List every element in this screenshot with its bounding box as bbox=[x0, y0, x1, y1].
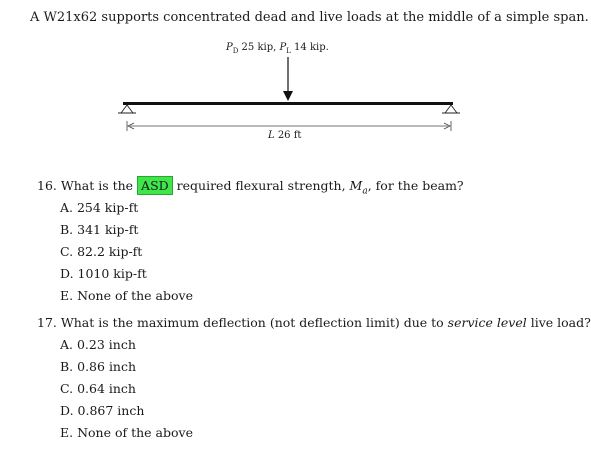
live-load-subscript: L bbox=[286, 47, 291, 55]
question-17-text-before: What is the maximum deflection (not deflection limit) due to bbox=[56, 315, 448, 330]
q17-option-d[interactable]: D. 0.867 inch bbox=[60, 403, 145, 418]
question-16-text-end: , for the beam? bbox=[367, 178, 464, 193]
question-16-number: 16. bbox=[37, 178, 57, 193]
span-value: 26 ft bbox=[274, 130, 302, 141]
q17-option-e[interactable]: E. None of the above bbox=[60, 425, 193, 440]
left-support bbox=[121, 105, 133, 113]
question-17-number: 17. bbox=[37, 315, 57, 330]
q16-option-c[interactable]: C. 82.2 kip-ft bbox=[60, 244, 143, 259]
dead-load-symbol: P bbox=[226, 42, 233, 53]
highlighted-term: ASD bbox=[137, 176, 173, 195]
moment-subscript: a bbox=[362, 186, 368, 197]
live-load-symbol: P bbox=[279, 42, 287, 53]
q17-option-c[interactable]: C. 0.64 inch bbox=[60, 381, 136, 396]
q16-option-e[interactable]: E. None of the above bbox=[60, 288, 193, 303]
dead-load-subscript: D bbox=[232, 47, 239, 55]
right-support bbox=[445, 105, 457, 113]
q17-option-a[interactable]: A. 0.23 inch bbox=[60, 337, 136, 352]
problem-statement: A W21x62 supports concentrated dead and live loads at the middle of a simple span. bbox=[30, 10, 589, 25]
q16-option-d[interactable]: D. 1010 kip-ft bbox=[60, 266, 147, 281]
load-arrow-head bbox=[283, 91, 293, 101]
q16-option-b[interactable]: B. 341 kip-ft bbox=[60, 222, 139, 237]
question-17 bbox=[37, 315, 591, 330]
q16-option-a[interactable]: A. 254 kip-ft bbox=[60, 200, 139, 215]
live-load-value: 14 kip. bbox=[290, 42, 329, 53]
beam bbox=[123, 102, 453, 105]
q17-option-b[interactable]: B. 0.86 inch bbox=[60, 359, 137, 374]
question-16 bbox=[37, 178, 464, 197]
question-16-text-before: What is the bbox=[56, 178, 138, 193]
dead-load-value: 25 kip, bbox=[238, 42, 280, 53]
question-17-emphasis: service level bbox=[447, 315, 527, 330]
question-17-text-after: live load? bbox=[526, 315, 591, 330]
span-label bbox=[268, 130, 301, 141]
moment-symbol: M bbox=[349, 178, 363, 193]
question-16-text-after: required flexural strength, bbox=[172, 178, 350, 193]
span-symbol: L bbox=[268, 130, 275, 141]
